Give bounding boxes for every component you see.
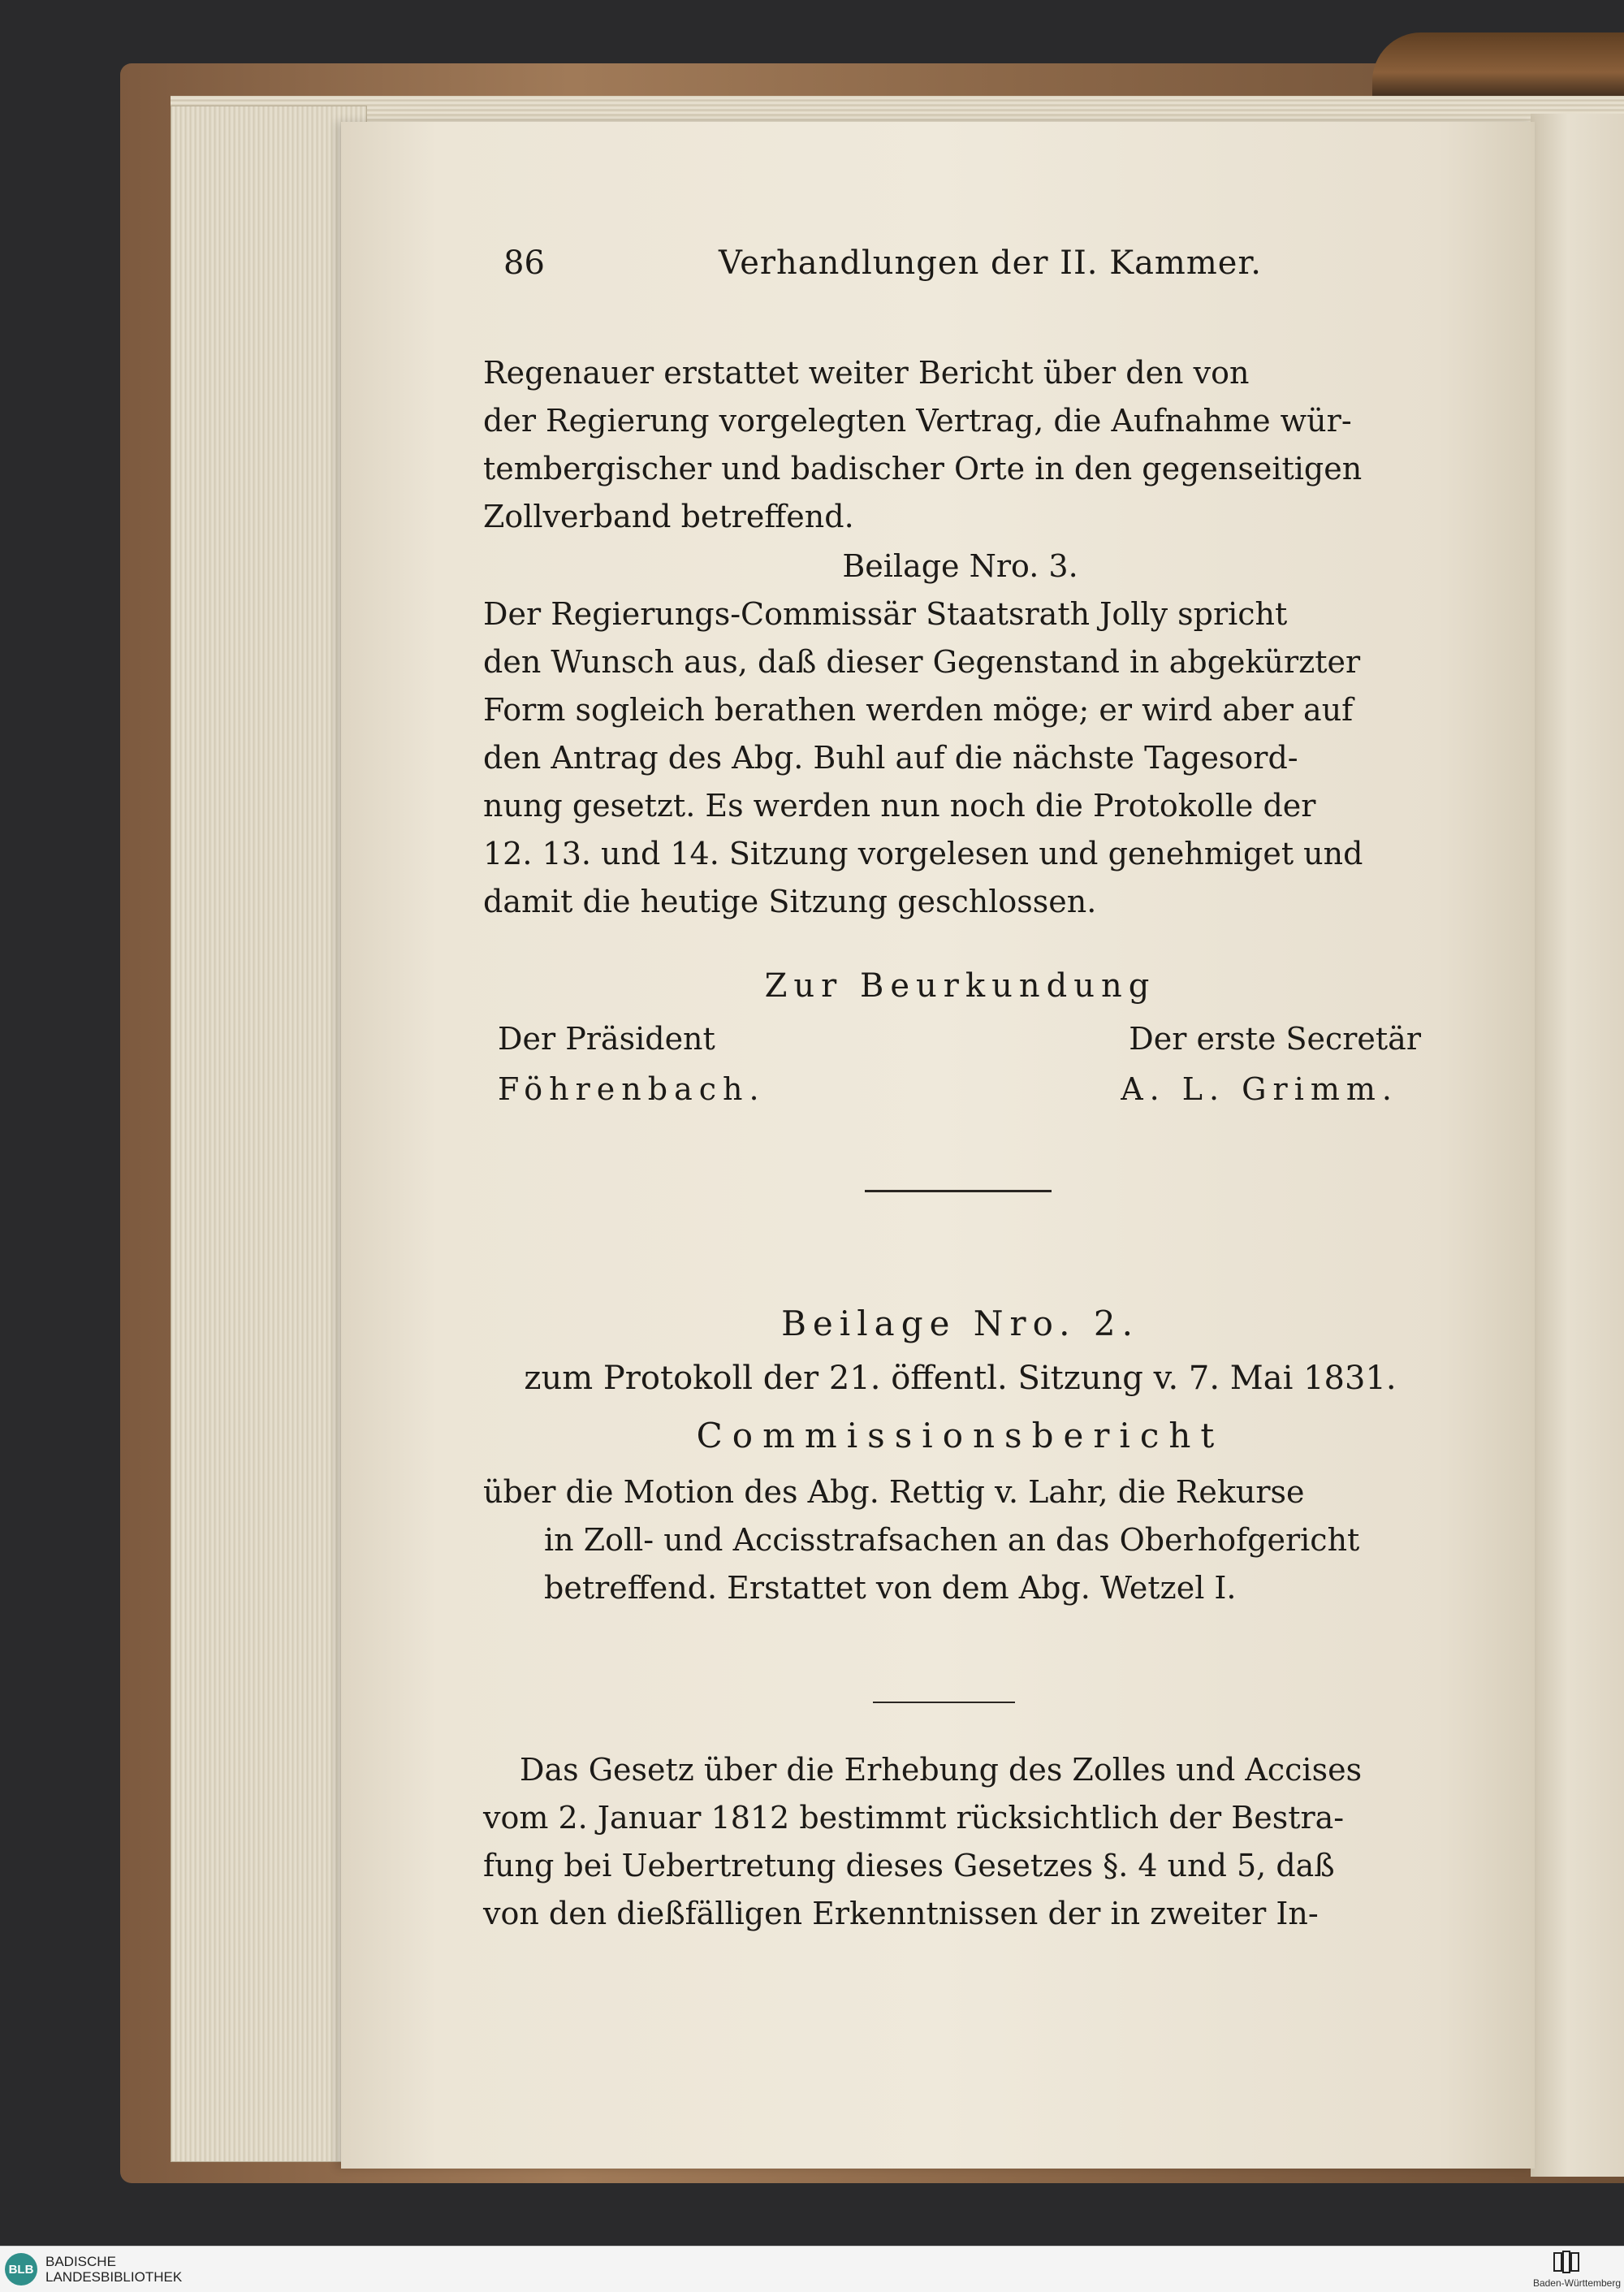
text-line: den Wunsch aus, daß dieser Gegenstand in abgekürzter <box>483 644 1361 680</box>
text-line: betreffend. Erstattet von dem Abg. Wetzel I. <box>544 1570 1237 1606</box>
signature-right-title: Der erste Secretär <box>1129 1021 1421 1057</box>
text-line: der Regierung vorgelegten Vertrag, die Aufnahme wür- <box>483 403 1352 439</box>
coat-of-arms-icon <box>1553 2250 1580 2274</box>
page-number: 86 <box>503 244 545 282</box>
text-line: fung bei Uebertretung dieses Gesetzes §. 4 und 5, daß <box>483 1848 1335 1883</box>
text-line: Regenauer erstattet weiter Bericht über den von <box>483 355 1250 391</box>
appendix-divider <box>873 1702 1015 1703</box>
text-line: nung gesetzt. Es werden nun noch die Protokolle der <box>483 788 1316 824</box>
certification-heading: Zur Beurkundung <box>764 967 1156 1005</box>
section-divider <box>865 1190 1052 1192</box>
baden-wuerttemberg-logo[interactable] <box>1507 2248 1621 2290</box>
text-line: vom 2. Januar 1812 bestimmt rücksichtlich der Bestra- <box>483 1800 1345 1836</box>
library-name-line1: BADISCHE <box>45 2254 116 2269</box>
book-spine-band <box>1372 32 1624 99</box>
text-line: über die Motion des Abg. Rettig v. Lahr, die Rekurse <box>483 1474 1305 1510</box>
appendix-text <box>483 1746 1437 1938</box>
text-line: von den dießfälligen Erkenntnissen der in zweiter In- <box>483 1896 1319 1931</box>
appendix-heading: Commissionsbericht <box>696 1416 1224 1455</box>
text-line: den Antrag des Abg. Buhl auf die nächste Tagesord- <box>483 740 1298 776</box>
text-line: Zollverband betreffend. <box>483 499 854 534</box>
beilage-reference: Beilage Nro. 3. <box>842 548 1078 584</box>
library-name-line2: LANDESBIBLIOTHEK <box>45 2269 183 2285</box>
running-header <box>483 240 1437 288</box>
blb-logo[interactable]: BLB <box>5 2253 37 2286</box>
footer-bar <box>0 2246 1624 2292</box>
appendix-description <box>483 1468 1437 1612</box>
text-line: Der Regierungs-Commissär Staatsrath Jolly spricht <box>483 596 1288 632</box>
text-line: tembergischer und badischer Orte in den gegenseitigen <box>483 451 1363 487</box>
appendix-subtitle: zum Protokoll der 21. öffentl. Sitzung v. 7. Mai 1831. <box>524 1360 1397 1397</box>
page-stack-edges <box>171 106 367 2162</box>
text-line: Form sogleich berathen werden möge; er wird aber auf <box>483 692 1354 728</box>
appendix-title: Beilage Nro. 2. <box>781 1304 1139 1343</box>
signature-right-name: A. L. Grimm. <box>1121 1071 1398 1107</box>
text-line: in Zoll- und Accisstrafsachen an das Oberhofgericht <box>544 1522 1360 1558</box>
paragraph-regenauer <box>483 349 1437 541</box>
text-line: damit die heutige Sitzung geschlossen. <box>483 884 1097 919</box>
state-name: Baden-Württemberg <box>1532 2277 1621 2289</box>
library-name <box>45 2254 182 2285</box>
facing-page-edge <box>1531 114 1624 2177</box>
text-line: 12. 13. und 14. Sitzung vorgelesen und genehmiget und <box>483 836 1363 871</box>
signature-left-name: Föhrenbach. <box>498 1071 766 1107</box>
signature-left-title: Der Präsident <box>498 1021 715 1057</box>
header-title: Verhandlungen der II. Kammer. <box>719 244 1262 282</box>
text-line: Das Gesetz über die Erhebung des Zolles und Accises <box>520 1752 1363 1788</box>
paragraph-jolly <box>483 590 1437 926</box>
